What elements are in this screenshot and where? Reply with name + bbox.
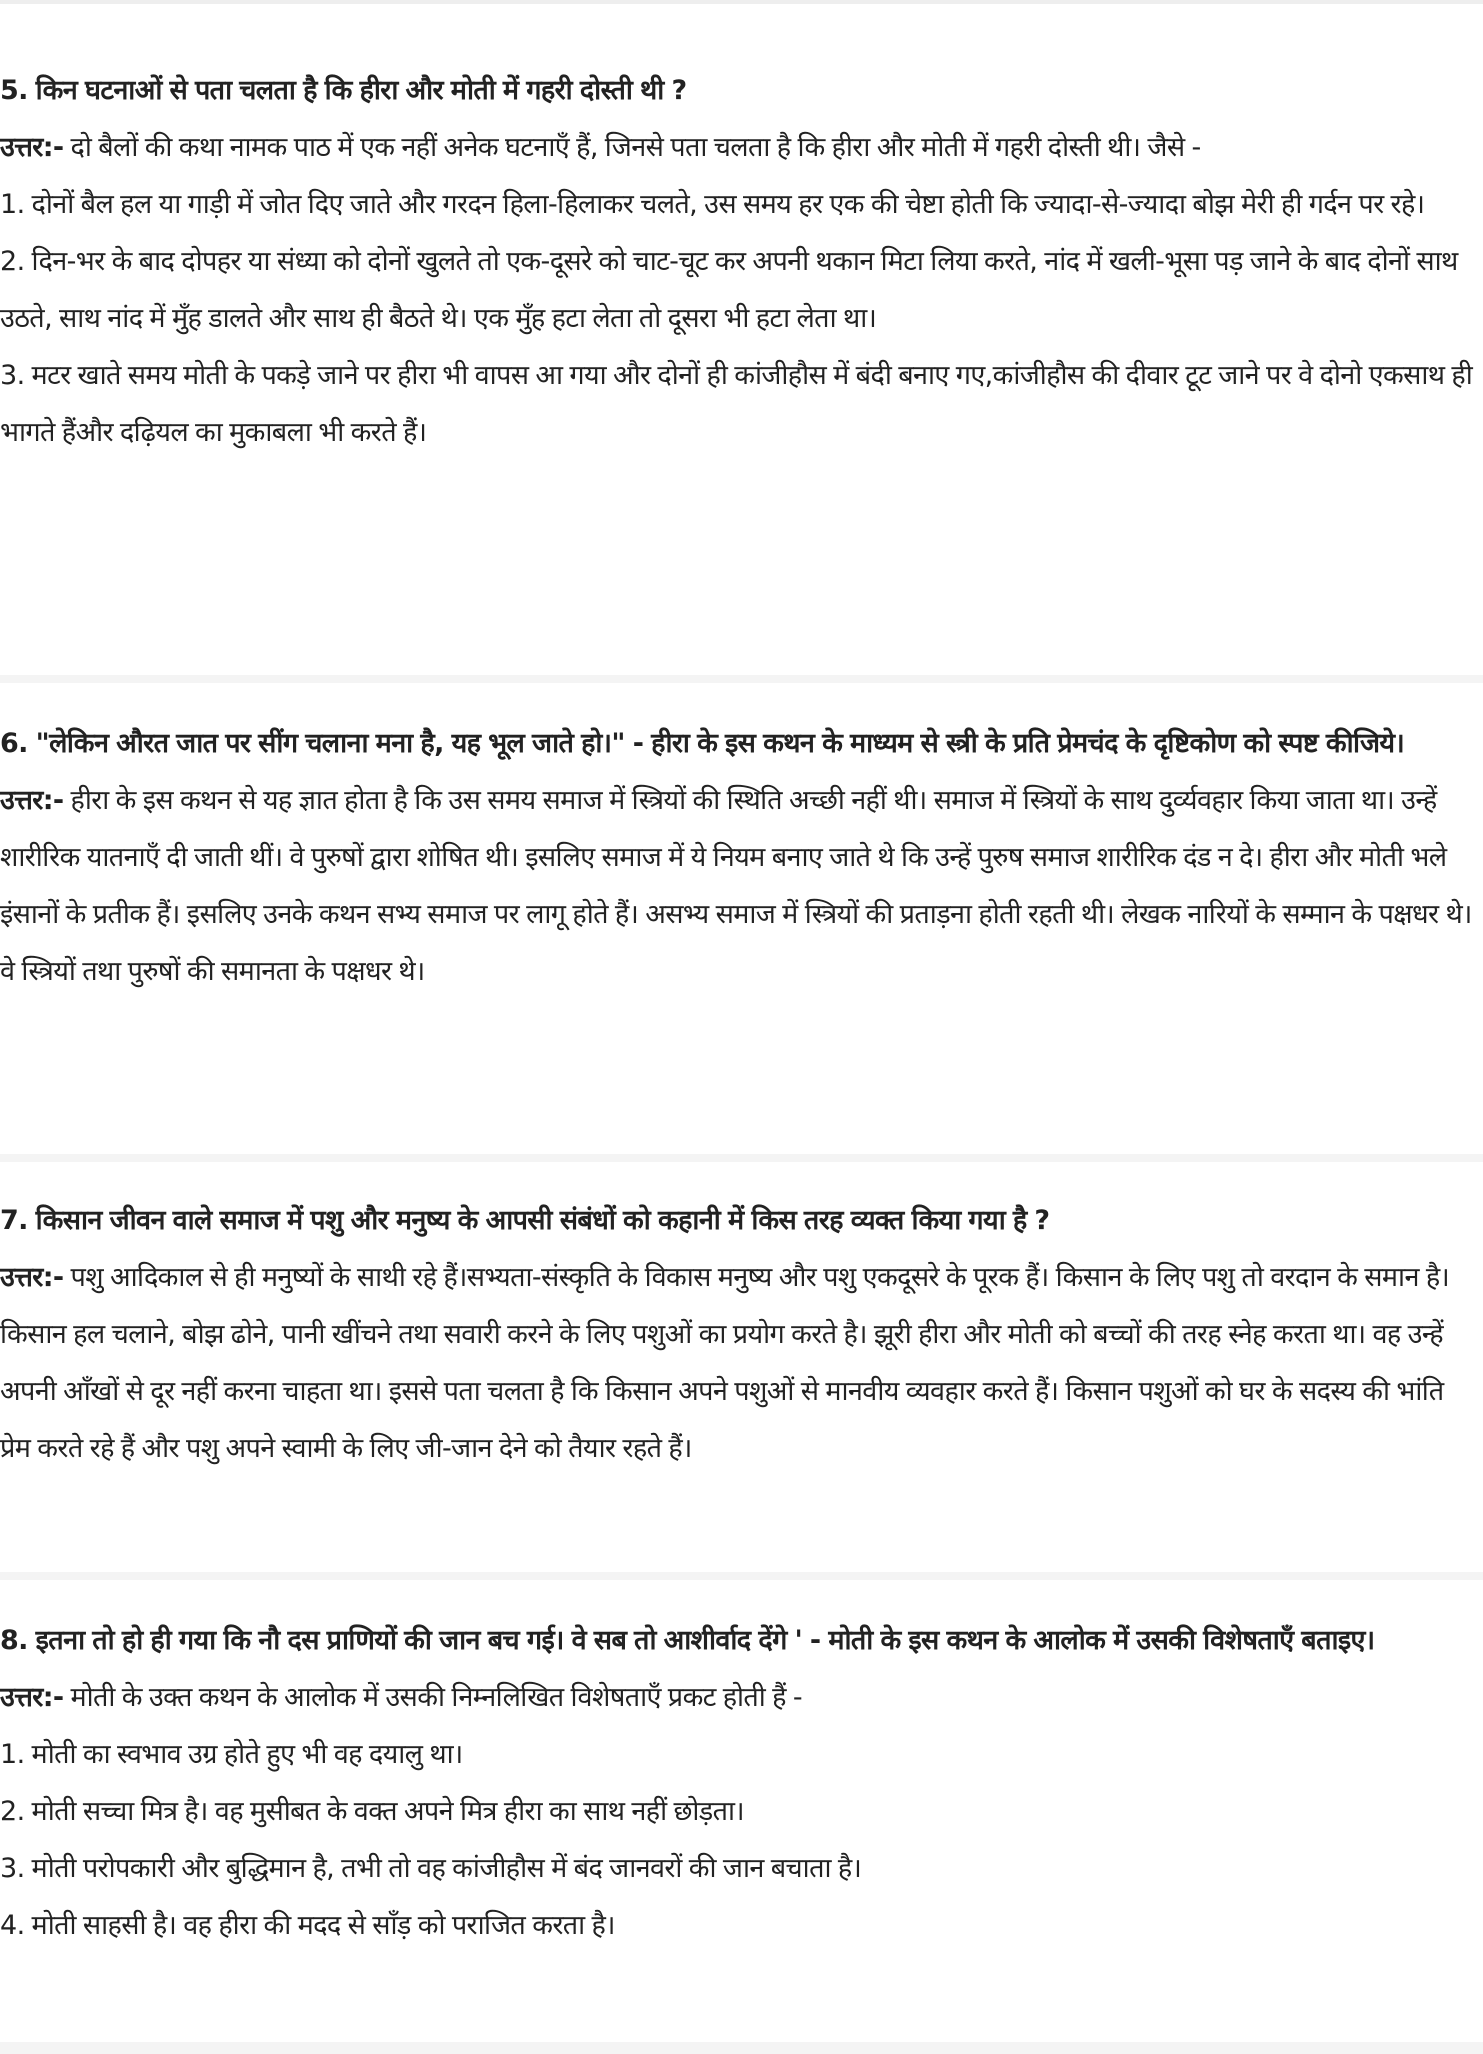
answer-label: उत्तर:-	[0, 1262, 64, 1293]
list-item: 1. मोती का स्वभाव उग्र होते हुए भी वह दयालु था।	[0, 1739, 463, 1770]
qa-section-6	[0, 715, 1475, 1000]
qa-section-5	[0, 62, 1475, 461]
list-item: 2. मोती सच्चा मित्र है। वह मुसीबत के वक्त अपने मित्र हीरा का साथ नहीं छोड़ता।	[0, 1796, 745, 1827]
question-7: 7. किसान जीवन वाले समाज में पशु और मनुष्य के आपसी संबंधों को कहानी में किस तरह व्यक्त किया गया है ?	[0, 1205, 1050, 1236]
list-item: 3. मोती परोपकारी और बुद्धिमान है, तभी तो वह कांजीहौस में बंद जानवरों की जान बचाता है।	[0, 1853, 862, 1884]
answer-7	[0, 1249, 1475, 1477]
list-item: 4. मोती साहसी है। वह हीरा की मदद से साँड़ को पराजित करता है।	[0, 1910, 615, 1941]
answer-label: उत्तर:-	[0, 785, 64, 816]
answer-label: उत्तर:-	[0, 132, 64, 163]
answer-5	[0, 119, 1475, 176]
question-6: 6. "लेकिन औरत जात पर सींग चलाना मना है, यह भूल जाते हो।" - हीरा के इस कथन के माध्यम से स्त्री के प्रति प्रेमचंद के दृष्टिकोण को स्पष्ट कीजिये।	[0, 728, 1405, 759]
section-divider	[0, 1154, 1483, 1162]
list-item: 2. दिन-भर के बाद दोपहर या संध्या को दोनों खुलते तो एक-दूसरे को चाट-चूट कर अपनी थकान मिटा लिया करते, नांद में खली-भूसा पड़ जाने के बाद दोनों साथ उठते, साथ नांद में मुँह डालते और साथ ही बैठते थे। एक मुँह हटा लेता तो दूसरा भी हटा लेता था।	[0, 246, 1458, 334]
answer-text: मोती के उक्त कथन के आलोक में उसकी निम्नलिखित विशेषताएँ प्रकट होती हैं -	[70, 1682, 803, 1713]
answer-text: पशु आदिकाल से ही मनुष्यों के साथी रहे हैं।सभ्यता-संस्कृति के विकास मनुष्य और पशु एकदूसरे के पूरक हैं। किसान के लिए पशु तो वरदान के समान है। किसान हल चलाने, बोझ ढोने, पानी खींचने तथा सवारी करने के लिए पशुओं का प्रयोग करते है। झूरी हीरा और मोती को बच्चों की तरह स्नेह करता था। वह उन्हें अपनी आँखों से दूर नहीं करना चाहता था। इससे पता चलता है कि किसान अपने पशुओं से मानवीय व्यवहार करते हैं। किसान पशुओं को घर के सदस्य की भांति प्रेम करते रहे हैं और पशु अपने स्वामी के लिए जी-जान देने को तैयार रहते हैं।	[0, 1262, 1450, 1464]
answer-text: दो बैलों की कथा नामक पाठ में एक नहीं अनेक घटनाएँ हैं, जिनसे पता चलता है कि हीरा और मोती में गहरी दोस्ती थी। जैसे -	[70, 132, 1201, 163]
section-divider	[0, 675, 1483, 683]
answer-text: हीरा के इस कथन से यह ज्ञात होता है कि उस समय समाज में स्त्रियों की स्थिति अच्छी नहीं थी। समाज में स्त्रियों के साथ दुर्व्यवहार किया जाता था। उन्हें शारीरिक यातनाएँ दी जाती थीं। वे पुरुषों द्वारा शोषित थी। इसलिए समाज में ये नियम बनाए जाते थे कि उन्हें पुरुष समाज शारीरिक दंड न दे। हीरा और मोती भले इंसानों के प्रतीक हैं। इसलिए उनके कथन सभ्य समाज पर लागू होते हैं। असभ्य समाज में स्त्रियों की प्रताड़ना होती रहती थी। लेखक नारियों के सम्मान के पक्षधर थे। वे स्त्रियों तथा पुरुषों की समानता के पक्षधर थे।	[0, 785, 1472, 987]
question-5: 5. किन घटनाओं से पता चलता है कि हीरा और मोती में गहरी दोस्ती थी ?	[0, 75, 687, 106]
list-item: 3. मटर खाते समय मोती के पकड़े जाने पर हीरा भी वापस आ गया और दोनों ही कांजीहौस में बंदी बनाए गए,कांजीहौस की दीवार टूट जाने पर वे दोनो एकसाथ ही भागते हैंऔर दढ़ियल का मुकाबला भी करते हैं।	[0, 360, 1473, 448]
bottom-divider	[0, 2042, 1483, 2054]
top-divider	[0, 0, 1483, 4]
qa-section-7	[0, 1192, 1475, 1477]
answer-label: उत्तर:-	[0, 1682, 64, 1713]
list-item: 1. दोनों बैल हल या गाड़ी में जोत दिए जाते और गरदन हिला-हिलाकर चलते, उस समय हर एक की चेष्टा होती कि ज्यादा-से-ज्यादा बोझ मेरी ही गर्दन पर रहे।	[0, 189, 1425, 220]
section-divider	[0, 1572, 1483, 1580]
answer-8	[0, 1669, 1475, 1726]
answer-6	[0, 772, 1475, 1000]
question-8: 8. इतना तो हो ही गया कि नौ दस प्राणियों की जान बच गई। वे सब तो आशीर्वाद देंगे ' - मोती के इस कथन के आलोक में उसकी विशेषताएँ बताइए।	[0, 1625, 1375, 1656]
qa-section-8	[0, 1612, 1475, 1954]
